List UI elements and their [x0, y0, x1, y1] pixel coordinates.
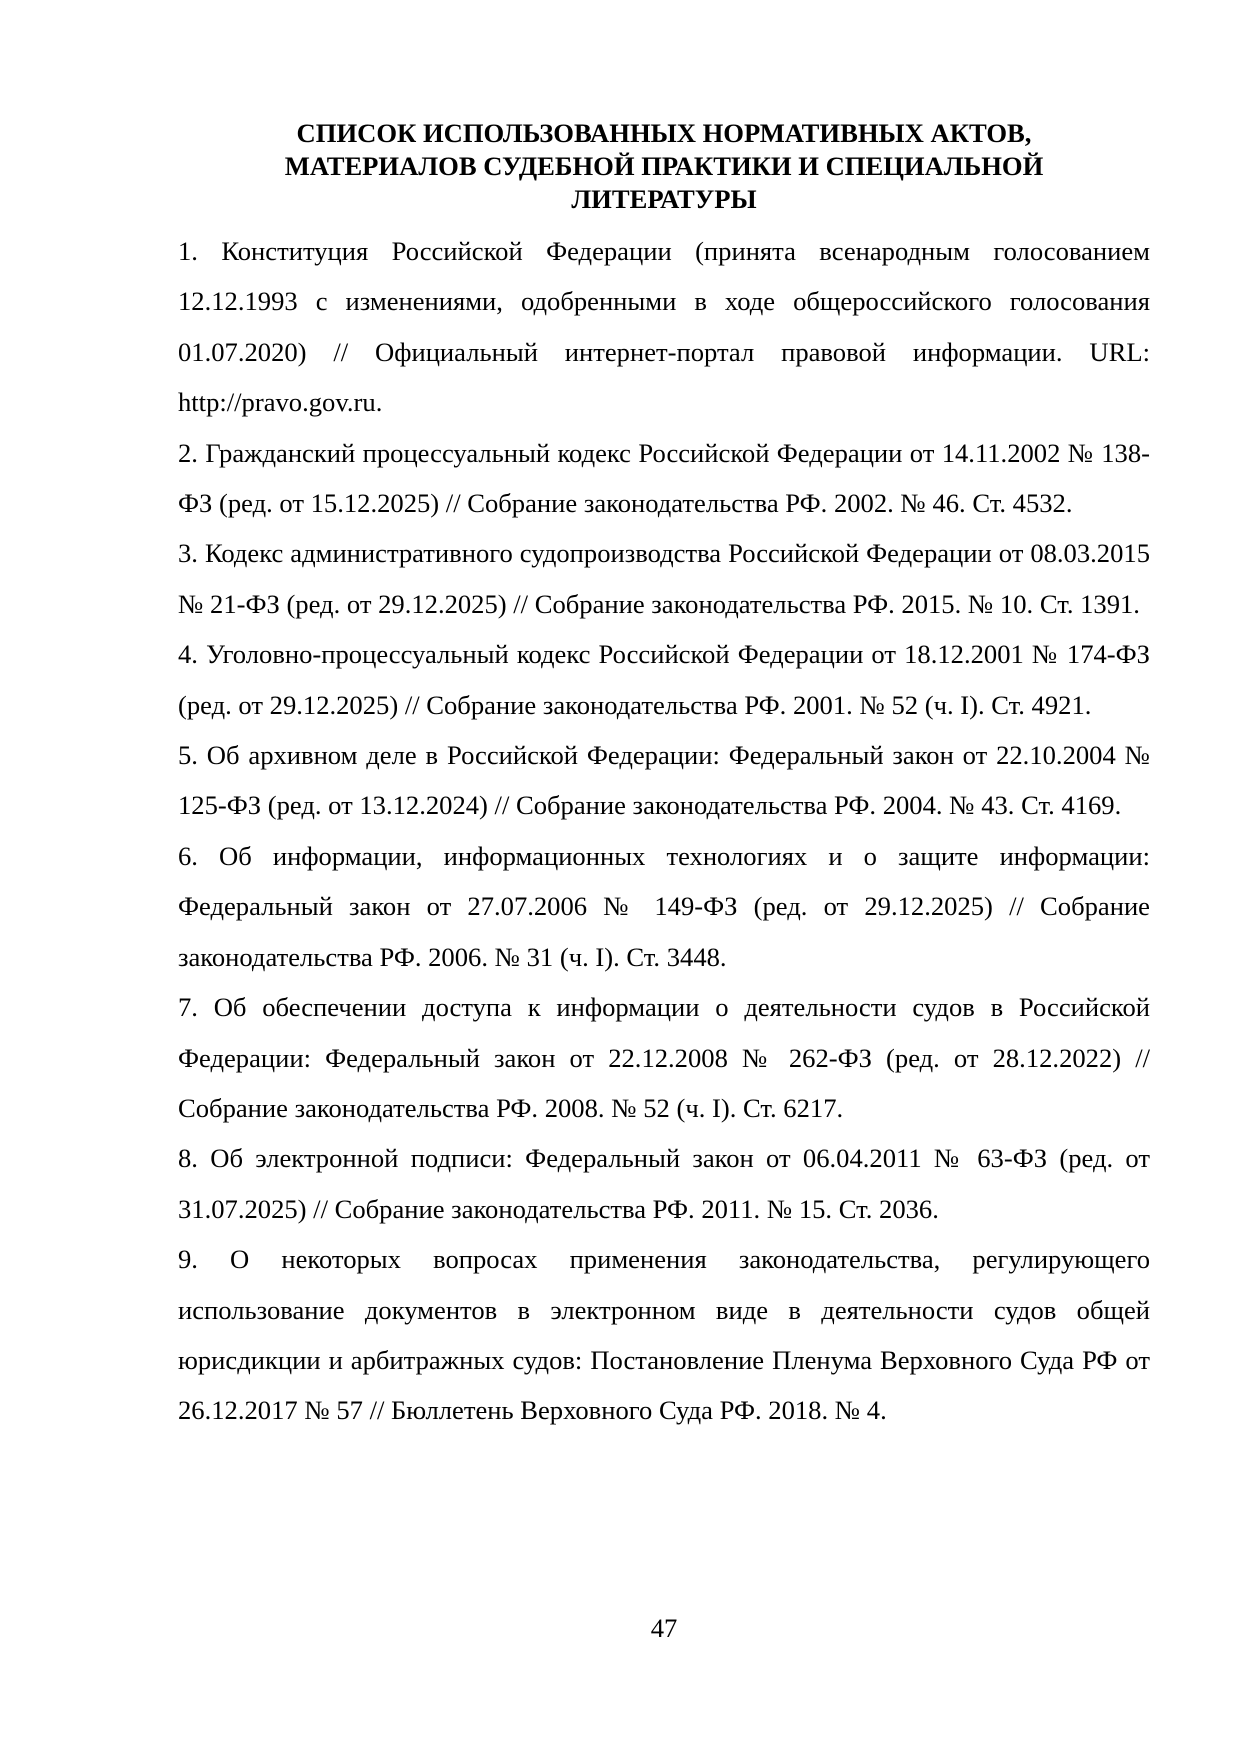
reference-item-5: 5. Об архивном деле в Российской Федерации: Федеральный закон от 22.10.2004 № 125-ФЗ (ред. от 13.12.2024) // Собрание законодательства РФ. 2004. № 43. Ст. 4169. [178, 740, 1150, 821]
title-line-1: СПИСОК ИСПОЛЬЗОВАННЫХ НОРМАТИВНЫХ АКТОВ, [296, 118, 1032, 148]
reference-list [178, 226, 1150, 1436]
reference-item-4: 4. Уголовно-процессуальный кодекс Российской Федерации от 18.12.2001 № 174-ФЗ (ред. от 29.12.2025) // Собрание законодательства РФ. 2001. № 52 (ч. I). Ст. 4921. [178, 639, 1150, 720]
reference-item-2: 2. Гражданский процессуальный кодекс Российской Федерации от 14.11.2002 № 138-ФЗ (ред. от 15.12.2025) // Собрание законодательства РФ. 2002. № 46. Ст. 4532. [178, 437, 1150, 519]
reference-item-1: 1. Конституция Российской Федерации (принята всенародным голосованием 12.12.1993 с изменениями, одобренными в ходе общероссийского голосования 01.07.2020) // Официальный интернет-портал правовой информации. URL: http://pravo.gov.ru. [178, 236, 1150, 418]
reference-item-9: 9. О некоторых вопросах применения законодательства, регулирующего использование документов в электронном виде в деятельности судов общей юрисдикции и арбитражных судов: Постановление Пленума Верховного Суда РФ от 26.12.2017 № 57 // Бюллетень Верховного Суда РФ. 2018. № 4. [178, 1244, 1150, 1426]
reference-item-8: 8. Об электронной подписи: Федеральный закон от 06.04.2011 № 63-ФЗ (ред. от 31.07.2025) // Собрание законодательства РФ. 2011. № 15. Ст. 2036. [178, 1143, 1150, 1224]
page-number: 47 [650, 1613, 678, 1643]
reference-item-3: 3. Кодекс административного судопроизводства Российской Федерации от 08.03.2015 № 21-ФЗ (ред. от 29.12.2025) // Собрание законодательства РФ. 2015. № 10. Ст. 1391. [178, 538, 1150, 619]
title-line-2: МАТЕРИАЛОВ СУДЕБНОЙ ПРАКТИКИ И СПЕЦИАЛЬНОЙ [284, 151, 1044, 181]
page-title [178, 117, 1150, 216]
reference-item-7: 7. Об обеспечении доступа к информации о деятельности судов в Российской Федерации: Федеральный закон от 22.12.2008 № 262-ФЗ (ред. от 28.12.2022) // Собрание законодательства РФ. 2008. № 52 (ч. I). Ст. 6217. [178, 992, 1150, 1123]
reference-item-6: 6. Об информации, информационных технологиях и о защите информации: Федеральный закон от 27.07.2006 № 149-ФЗ (ред. от 29.12.2025) // Собрание законодательства РФ. 2006. № 31 (ч. I). Ст. 3448. [178, 840, 1150, 972]
title-line-3: ЛИТЕРАТУРЫ [571, 184, 757, 214]
